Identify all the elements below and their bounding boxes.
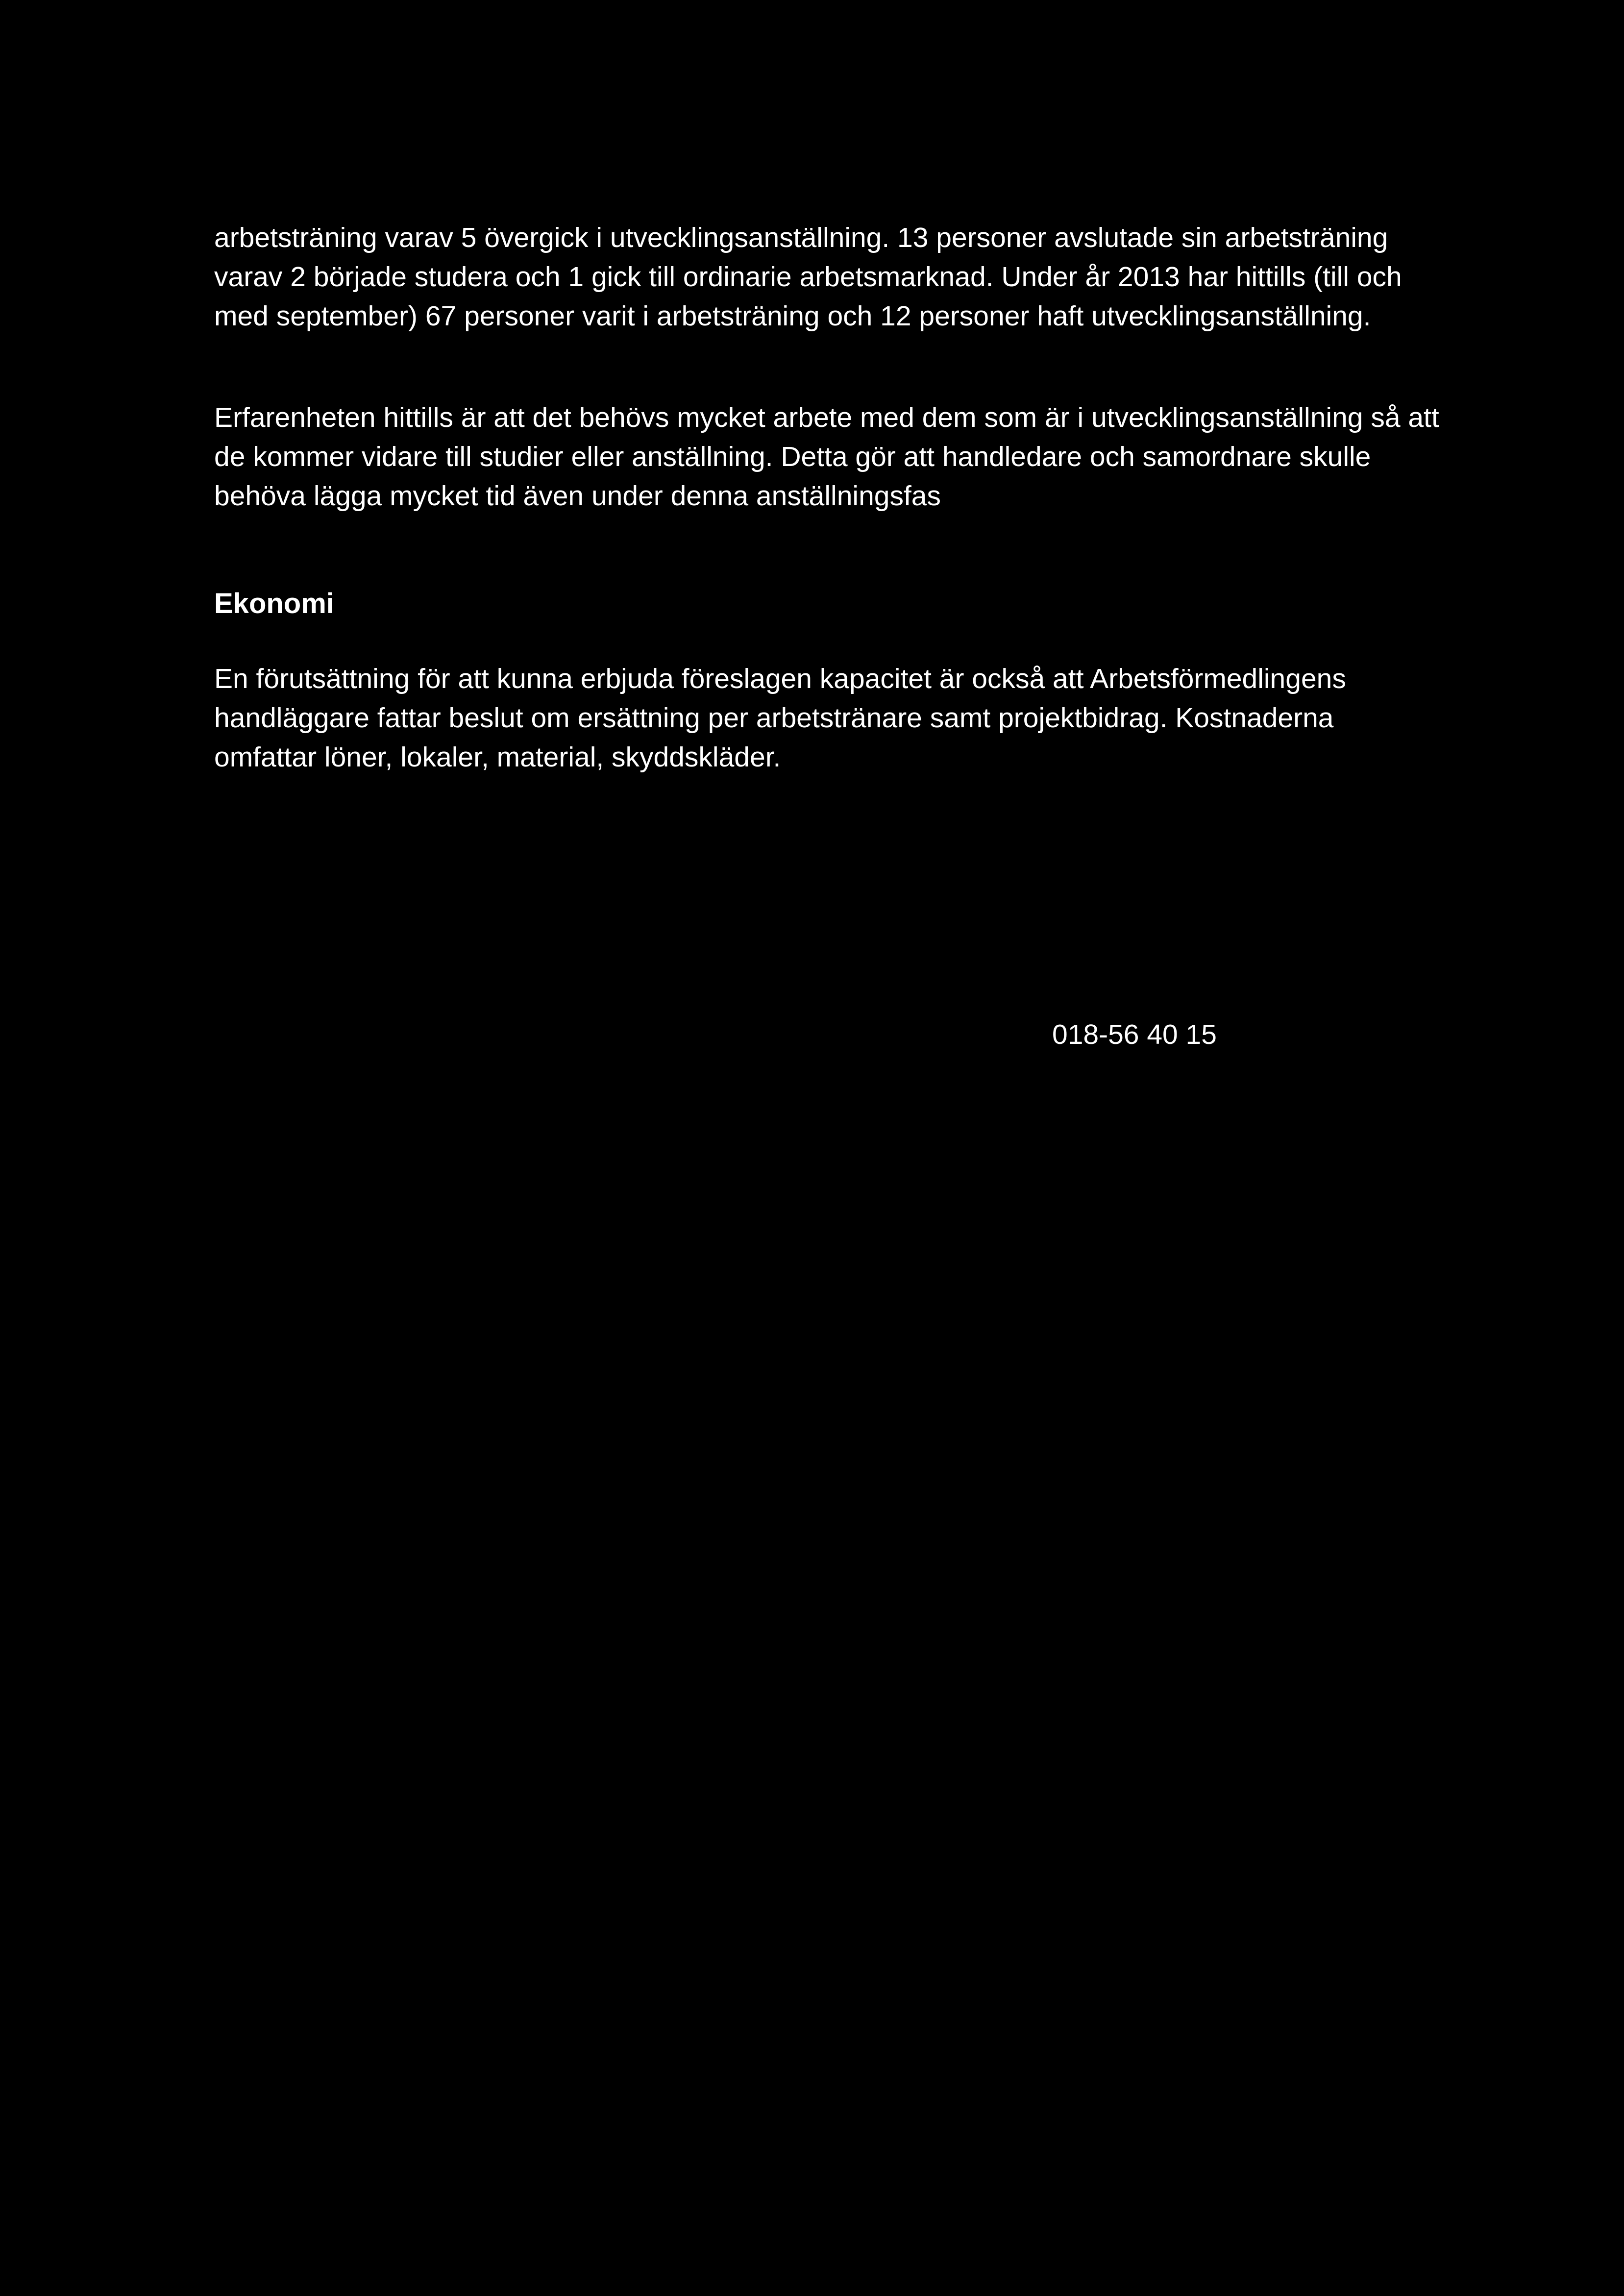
section-heading-ekonomi: Ekonomi: [214, 588, 334, 619]
paragraph-erfarenheten: Erfarenheten hittills är att det behövs mycket arbete med dem som är i utvecklingsanställning så att de kommer vidare till studier eller anställning. Detta gör att handledare och samordnare skulle behöva lägga mycket tid även under denna anställningsfas: [214, 402, 1439, 512]
phone-number: 018-56 40 15: [1052, 1019, 1217, 1050]
paragraph-ekonomi: En förutsättning för att kunna erbjuda föreslagen kapacitet är också att Arbetsförmedlingens handläggare fattar beslut om ersättning per arbetstränare samt projektbidrag. Kostnaderna omfattar löner, lokaler, material, skyddskläder.: [214, 663, 1346, 773]
paragraph-arbetstraning-statistics: arbetsträning varav 5 övergick i utvecklingsanställning. 13 personer avslutade sin arbetsträning varav 2 började studera och 1 gick till ordinarie arbetsmarknad. Under år 2013 har hittills (till och med september) 67 personer varit i arbetsträning och 12 personer haft utvecklingsanställning.: [214, 222, 1402, 332]
